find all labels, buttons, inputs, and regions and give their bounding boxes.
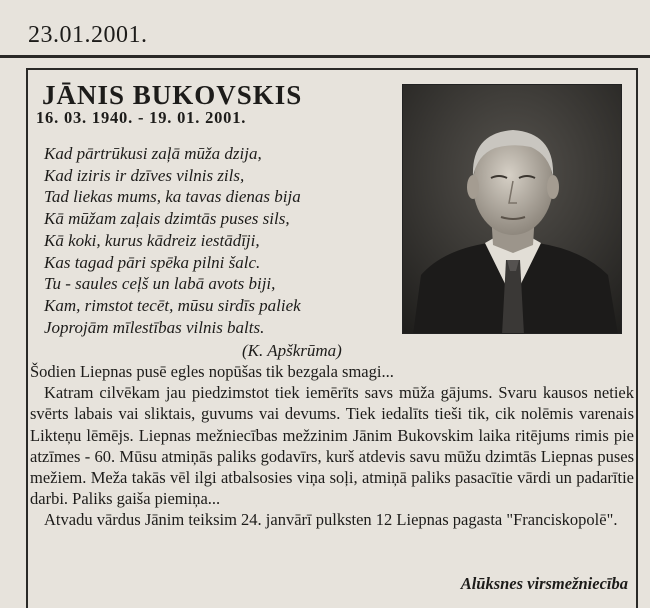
portrait-photo — [402, 84, 622, 334]
poem-line: Kad pārtrūkusi zaļā mūža dzija, — [44, 144, 262, 163]
header-rule — [0, 55, 650, 58]
issue-date: 23.01.2001. — [28, 22, 148, 48]
poem-line: Tu - saules ceļš un labā avots biji, — [44, 274, 276, 294]
poem-line: Kam, rimstot tecēt, mūsu sirdīs paliek — [44, 295, 301, 315]
poem-line: Joprojām mīlestības vilnis balts. — [44, 317, 265, 337]
poem-line: Kad iziris ir dzīves vilnis zils, — [44, 165, 245, 185]
paragraph: Atvadu vārdus Jānim teiksim 24. janvārī pulksten 12 Liepnas pagasta "Franciskopolē". — [44, 510, 618, 530]
poem-line: Kā mūžam zaļais dzimtās puses sils, — [44, 209, 290, 229]
memorial-poem — [44, 143, 384, 338]
poem-line: Kā koki, kurus kādreiz iestādīji, — [44, 230, 260, 250]
obituary-text — [30, 361, 634, 531]
poem-author: (K. Apškrūma) — [242, 341, 342, 360]
signature: Alūksnes virsmežniecība — [460, 574, 628, 593]
life-dates: 16. 03. 1940. - 19. 01. 2001. — [36, 108, 247, 127]
portrait-image — [403, 85, 622, 334]
paragraph: Šodien Liepnas pusē egles nopūšas tik bezgala smagi... — [30, 362, 394, 381]
deceased-name: JĀNIS BUKOVSKIS — [42, 80, 303, 110]
poem-line: Kas tagad pāri spēka pilni šalc. — [44, 252, 261, 272]
paragraph: Katram cilvēkam jau piedzimstot tiek iemērīts savs mūža gājums. Svaru kausos netiek svērts labais vai sliktais, guvums vai devums. Tiek iedalīts tieši tik, cik nolēmis varenais Likteņu lēmējs. Liepnas mežniecības mežzinim Jānim Bukovskim laika ritējums rimis pie atzīmes - 60. Mūsu atmiņās paliks godavīrs, kurš atdevis savu mūžu dzimtās Liepnas puses mežiem. Meža takās vēl ilgi atbalsosies viņa soļi, atmiņā paliks pasacītie vārdi un padarītie darbi. Paliks gaiša piemiņa... — [30, 383, 634, 509]
poem-line: Tad liekas mums, ka tavas dienas bija — [44, 187, 301, 207]
